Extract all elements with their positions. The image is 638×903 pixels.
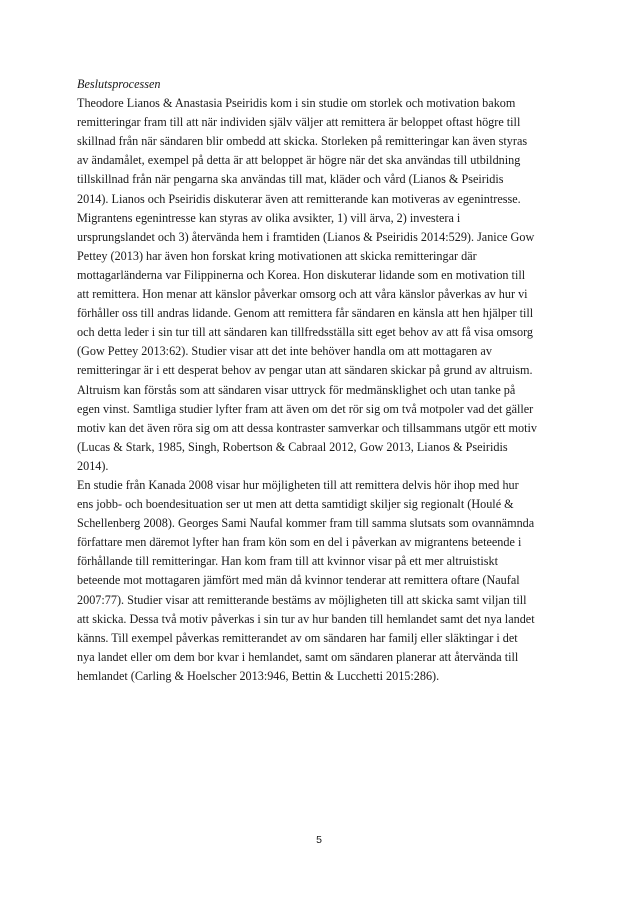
- text-line: skillnad från när sändaren blir ombedd att skicka. Storleken på remitteringar kan även styras: [77, 134, 528, 149]
- text-line: författare men däremot lyfter han fram kön som en del i påverkan av migrantens beteende i: [77, 535, 522, 550]
- text-line: att remittera. Hon menar att känslor påverkar omsorg och att våra känslor påverkas av hur vi: [77, 287, 528, 302]
- section-heading: Beslutsprocessen: [77, 77, 161, 91]
- text-line: Pettey (2013) har även hon forskat kring motivationen att skicka remitteringar där: [77, 248, 477, 263]
- text-line: (Lucas & Stark, 1985, Singh, Robertson & Cabraal 2012, Gow 2013, Lianos & Pseiridis: [77, 439, 508, 454]
- text-line: 2007:77). Studier visar att remitterande bestäms av möjligheten till att skicka samt viljan till: [77, 592, 527, 607]
- text-line: egen vinst. Samtliga studier lyfter fram att även om det rör sig om två motpoler vad det gäller: [77, 401, 534, 416]
- text-line: remitteringar är i ett desperat behov av pengar utan att sändaren skickar på grund av altruism.: [77, 363, 533, 378]
- text-line: ens jobb- och boendesituation ser ut men att detta samtidigt skiljer sig regionalt (Houlé &: [77, 497, 514, 512]
- text-line: tillskillnad från när pengarna ska användas till mat, kläder och vård (Lianos & Pseiridis: [77, 172, 504, 187]
- text-line: ursprungslandet och 3) återvända hem i framtiden (Lianos & Pseiridis 2014:529). Janice Gow: [77, 229, 535, 244]
- text-line: Theodore Lianos & Anastasia Pseiridis kom i sin studie om storlek och motivation bakom: [77, 96, 516, 111]
- text-line: förhåller oss till andras lidande. Genom att remittera får sändaren en känsla att hen hjälper till: [77, 306, 534, 321]
- text-line: (Gow Pettey 2013:62). Studier visar att det inte behöver handla om att mottagaren av: [77, 344, 492, 359]
- text-line: och detta leder i sin tur till att sändaren kan tillfredsställa sitt eget behov av att få visa omsorg: [77, 325, 534, 340]
- text-line: nya landet eller om dem bor kvar i hemlandet, samt om sändaren planerar att återvända till: [77, 649, 519, 664]
- text-line: av ändamålet, exempel på detta är att beloppet är högre när det ska användas till utbildning: [77, 153, 521, 168]
- text-line: Altruism kan förstås som att sändaren visar uttryck för medmänsklighet och utan tanke på: [77, 382, 516, 397]
- text-line: beteende mot mottagaren jämfört med män då kvinnor tenderar att remittera oftare (Naufal: [77, 573, 520, 588]
- paragraph-lines: [77, 94, 572, 686]
- text-line: mottagarländerna var Filippinerna och Korea. Hon diskuterar lidande som en motivation till: [77, 267, 526, 282]
- body-text: [77, 75, 572, 686]
- text-line: remitteringar fram till att när individen själv väljer att remittera är beloppet oftast högre till: [77, 115, 521, 130]
- text-line: hemlandet (Carling & Hoelscher 2013:946, Bettin & Lucchetti 2015:286).: [77, 668, 440, 683]
- page-number: 5: [316, 834, 322, 846]
- text-line: motiv kan det även röra sig om att dessa kontraster samverkar och tillsammans utgör ett motiv: [77, 420, 537, 435]
- text-line: Schellenberg 2008). Georges Sami Naufal kommer fram till samma slutsats som ovannämnda: [77, 516, 535, 531]
- text-line: 2014). Lianos och Pseiridis diskuterar även att remitterande kan motiveras av egenintresse.: [77, 191, 521, 206]
- text-line: 2014).: [77, 458, 109, 473]
- text-line: Migrantens egenintresse kan styras av olika avsikter, 1) vill ärva, 2) investera i: [77, 210, 461, 225]
- text-line: förhållande till remitteringar. Han kom fram till att kvinnor visar på ett mer altruistiskt: [77, 554, 499, 569]
- text-line: En studie från Kanada 2008 visar hur möjligheten till att remittera delvis hör ihop med hur: [77, 477, 519, 492]
- text-line: känns. Till exempel påverkas remitterandet av om sändaren har familj eller släktingar i det: [77, 630, 518, 645]
- text-line: att skicka. Dessa två motiv påverkas i sin tur av hur banden till hemlandet samt det nya landet: [77, 611, 535, 626]
